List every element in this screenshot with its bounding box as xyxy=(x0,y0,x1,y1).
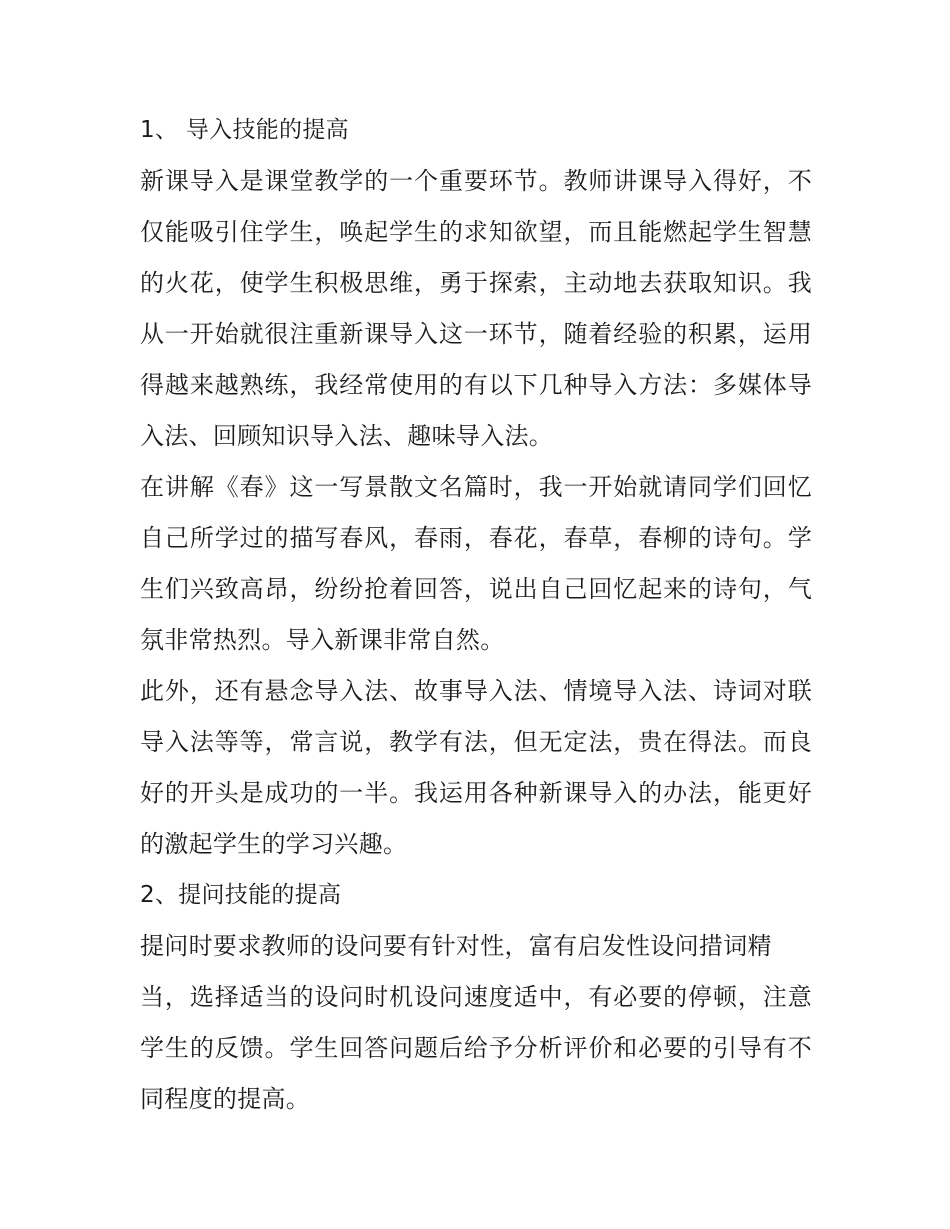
paragraph-line: 提问时要求教师的设问要有针对性，富有启发性设问措词精 xyxy=(140,932,772,960)
section-heading-1: 1、 导入技能的提高 xyxy=(140,117,349,143)
paragraph: 在讲解《春》这一写景散文名篇时，我一开始就请同学们回忆自己所学过的描写春风，春雨，春花，春草，春柳的诗句。学生们兴致高昂，纷纷抢着回答，说出自己回忆起来的诗句，气氛非常热烈。导入新课非常自然。 xyxy=(140,473,812,654)
document-body xyxy=(140,105,812,1125)
paragraph: 新课导入是课堂教学的一个重要环节。教师讲课导入得好，不仅能吸引住学生，唤起学生的求知欲望，而且能燃起学生智慧的火花，使学生积极思维，勇于探索，主动地去获取知识。我从一开始就很注重新课导入这一环节，随着经验的积累，运用得越来越熟练，我经常使用的有以下几种导入方法：多媒体导入法、回顾知识导入法、趣味导入法。 xyxy=(140,167,812,450)
paragraph: 此外，还有悬念导入法、故事导入法、情境导入法、诗词对联导入法等等，常言说，教学有法，但无定法，贵在得法。而良好的开头是成功的一半。我运用各种新课导入的办法，能更好的激起学生的学习兴趣。 xyxy=(140,677,812,858)
section-heading-2: 2、提问技能的提高 xyxy=(140,882,342,908)
paragraph: 当，选择适当的设问时机设问速度适中，有必要的停顿，注意学生的反馈。学生回答问题后给予分析评价和必要的引导有不同程度的提高。 xyxy=(140,983,812,1113)
